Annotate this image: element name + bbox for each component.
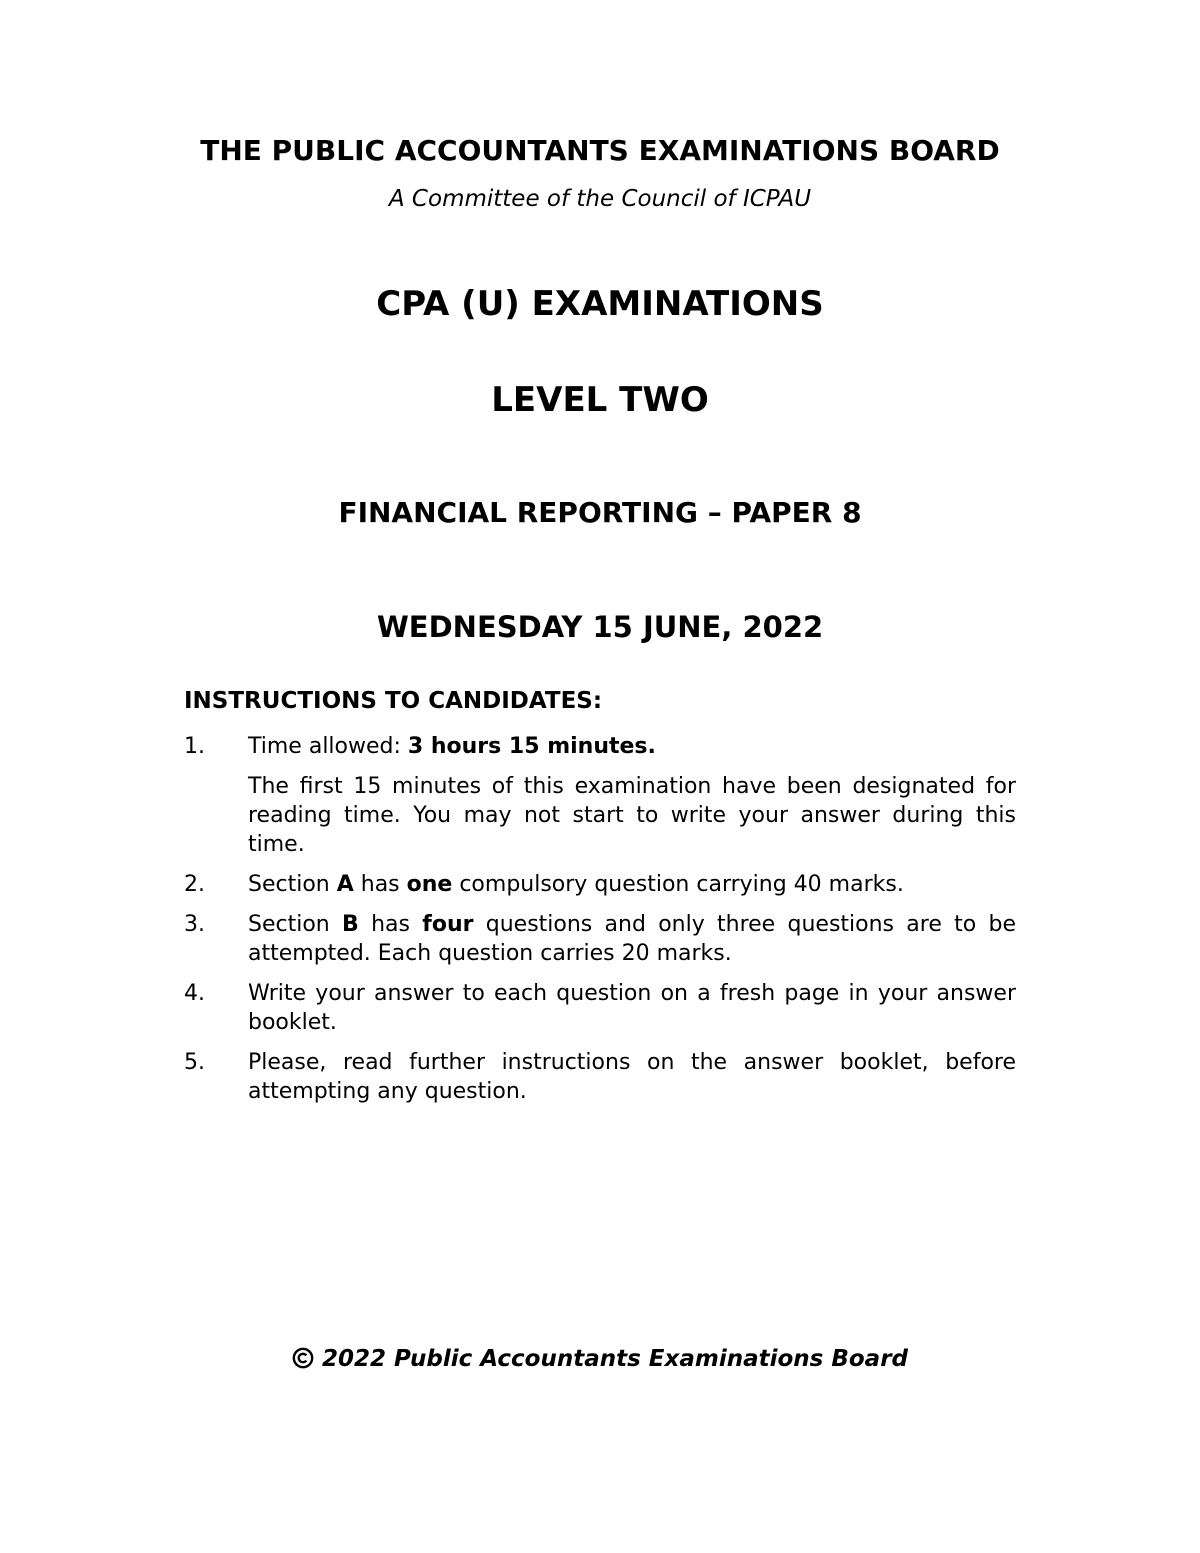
instruction-text [248,870,1016,899]
instruction-text-part: Time allowed: [248,734,408,759]
paper-title: FINANCIAL REPORTING – PAPER 8 [338,496,862,529]
copyright-footer [0,1346,1200,1372]
instruction-number: 1. [184,734,205,759]
instruction-item-2 [184,870,1016,899]
instruction-text: Write your answer to each question on a fresh page in your answer booklet. [248,981,1016,1035]
instruction-text: Please, read further instructions on the answer booklet, before attempting any question. [248,1050,1016,1104]
instruction-text [248,910,1016,968]
instructions-list [184,732,1016,1117]
instruction-number: 4. [184,981,205,1006]
section-label: B [342,912,359,937]
instruction-sub-text: The first 15 minutes of this examination have been designated for reading time. You may not start to write your answer during this time. [248,774,1016,857]
copyright-text: 2022 Public Accountants Examinations Board [321,1346,909,1372]
question-count: four [422,912,474,937]
instruction-item-1 [184,732,1016,761]
copyright-icon [292,1347,314,1369]
instruction-text-part: has [358,912,423,937]
committee-subtitle: A Committee of the Council of ICPAU [388,186,812,212]
exam-date: WEDNESDAY 15 JUNE, 2022 [376,610,824,644]
question-count: one [406,872,453,897]
exam-level: LEVEL TWO [491,380,709,420]
time-allowed-value: 3 hours 15 minutes. [407,734,656,759]
instruction-text-part: questions and only three questions are to be attempted. Each question carries 20 marks. [248,912,1017,966]
instructions-heading: INSTRUCTIONS TO CANDIDATES: [184,688,603,714]
instruction-item-4 [184,979,1016,1037]
instruction-item-3 [184,910,1016,968]
board-name: THE PUBLIC ACCOUNTANTS EXAMINATIONS BOARD [200,134,1000,167]
instruction-text-part: Section [248,912,343,937]
instruction-number: 5. [184,1050,205,1075]
instruction-text [248,732,1016,761]
instruction-text-part: compulsory question carrying 40 marks. [452,872,904,897]
exam-title: CPA (U) EXAMINATIONS [376,284,824,324]
instruction-text-part: has [353,872,407,897]
instruction-text-part: Section [248,872,337,897]
section-label: A [336,872,354,897]
instruction-number: 3. [184,912,205,937]
instruction-item-5 [184,1048,1016,1106]
instruction-number: 2. [184,872,205,897]
